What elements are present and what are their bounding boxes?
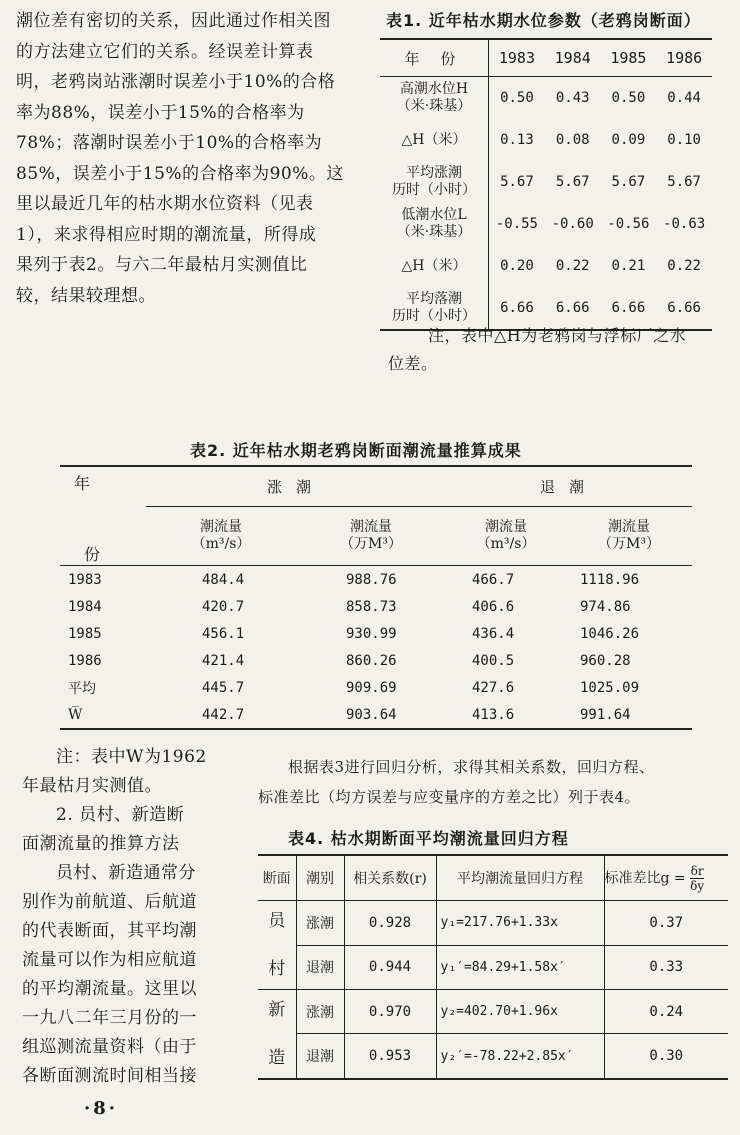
group-flood-tide: 涨潮 — [146, 466, 446, 507]
table-row — [258, 990, 728, 1034]
table-row — [60, 701, 692, 729]
text-line: 面潮流量的推算方法 — [22, 834, 180, 854]
table-row — [60, 566, 692, 594]
cell: 420.7 — [202, 598, 245, 615]
table-row — [380, 77, 712, 120]
section-name: 员 — [268, 911, 286, 931]
page-number: ·8· — [84, 1098, 119, 1119]
header-cell: 相关系数(r) — [344, 855, 436, 901]
row-label: 历时（小时） — [392, 308, 476, 324]
cell: 484.4 — [202, 571, 245, 588]
cell: 988.76 — [346, 571, 397, 588]
cell: 0.33 — [649, 959, 684, 976]
cell: -0.55 — [495, 216, 538, 232]
intro-paragraph — [16, 6, 362, 311]
tide-type: 涨潮 — [296, 990, 344, 1034]
cell: 0.37 — [604, 901, 728, 946]
cell: 0.44 — [667, 90, 701, 106]
cell: -0.63 — [663, 216, 706, 232]
table-row — [258, 1034, 728, 1079]
row-label: 高潮水位H — [399, 81, 469, 97]
text-line: 员村、新造通常分 — [56, 863, 196, 883]
text-line: 较，结果较理想。 — [16, 285, 156, 306]
text-line: 的方法建立它们的关系。经误差计算表 — [16, 41, 314, 62]
cell: 903.64 — [346, 706, 397, 723]
sub-header: 潮流量 — [200, 519, 242, 536]
cell: 466.7 — [472, 571, 515, 588]
cell: 413.6 — [472, 706, 515, 723]
cell: 1046.26 — [580, 625, 640, 642]
sub-header: （万M³） — [598, 536, 660, 553]
cell: 0.30 — [649, 1048, 684, 1065]
cell: 0.20 — [500, 258, 534, 274]
table-row — [380, 203, 712, 245]
table-row — [60, 593, 692, 620]
cell: 427.6 — [472, 679, 515, 696]
row-label: 历时（小时） — [392, 182, 476, 198]
regression-equation: y₂′=-78.22+2.85x′ — [436, 1034, 604, 1079]
cell: 0.10 — [667, 132, 701, 148]
row-label: （米·珠基） — [396, 224, 472, 240]
cell: 0.09 — [611, 132, 646, 148]
cell: 0.43 — [555, 90, 590, 106]
row-label: 平均落潮 — [406, 291, 462, 307]
text-line: 明，老鸦岗站涨潮时误差小于10%的合格 — [16, 72, 336, 92]
cell: 0.953 — [344, 1034, 436, 1079]
std-ratio-fraction — [690, 864, 704, 893]
row-year: 1984 — [68, 598, 102, 615]
cell: 0.50 — [611, 90, 646, 106]
text-line: 组巡测流量资料（由于 — [22, 1037, 197, 1057]
row-label: （米·珠基） — [396, 98, 472, 114]
cell: 436.4 — [472, 625, 515, 642]
table1 — [380, 38, 712, 331]
text-line: 潮位差有密切的关系，因此通过作相关图 — [16, 11, 331, 31]
cell: 0.944 — [344, 945, 436, 990]
table4 — [258, 854, 728, 1080]
table1-header-label: 年 份 — [380, 39, 489, 77]
cell: 991.64 — [580, 706, 631, 723]
table2-title: 表2. 近年枯水期老鸦岗断面潮流量推算成果 — [190, 441, 522, 460]
text-line: 一九八二年三月份的一 — [22, 1008, 197, 1028]
table-row — [380, 119, 712, 161]
cell: 0.928 — [344, 901, 436, 946]
cell: 0.21 — [611, 258, 646, 274]
section-name: 村 — [268, 959, 286, 979]
regression-paragraph — [258, 752, 728, 812]
cell: 442.7 — [202, 706, 245, 723]
text-line: 率为88%，误差小于15%的合格率为 — [16, 102, 305, 123]
table-row — [258, 901, 728, 946]
left-lower-column — [22, 743, 247, 1091]
cell: 0.08 — [555, 132, 590, 148]
cell: 400.5 — [472, 652, 515, 669]
table-row — [60, 674, 692, 701]
cell: 0.22 — [555, 258, 590, 274]
group-ebb-tide: 退潮 — [446, 466, 692, 507]
text-line: 流量可以作为相应航道 — [22, 950, 197, 970]
table-row — [60, 647, 692, 674]
regression-equation: y₁=217.76+1.33x — [436, 901, 604, 946]
text-line: 的代表断面，其平均潮 — [22, 921, 197, 941]
table-row — [258, 945, 728, 990]
row-year: 1986 — [68, 652, 102, 669]
cell: 860.26 — [346, 652, 397, 669]
header-cell: 潮别 — [296, 855, 344, 901]
sub-header: （m³/s） — [191, 536, 251, 553]
row-label: △H（米） — [401, 257, 467, 274]
cell: 5.67 — [555, 174, 590, 190]
cell: 974.86 — [580, 598, 631, 615]
row-year: 1983 — [68, 571, 102, 588]
frac-denominator: δy — [690, 878, 705, 893]
cell: 6.66 — [500, 300, 534, 316]
row-year: 平均 — [68, 680, 96, 697]
cell: 1025.09 — [580, 679, 640, 696]
text-line: 85%，误差小于15%的合格率为90%。这 — [16, 163, 344, 184]
cell: 406.6 — [472, 598, 515, 615]
regression-equation: y₂=402.70+1.96x — [436, 990, 604, 1034]
cell: 0.22 — [667, 258, 701, 274]
cell: -0.60 — [551, 216, 594, 232]
table4-title: 表4. 枯水期断面平均潮流量回归方程 — [288, 829, 569, 848]
cell: 445.7 — [202, 679, 245, 696]
cell: 421.4 — [202, 652, 245, 669]
cell: 5.67 — [500, 174, 534, 190]
section-name: 新 — [268, 1000, 286, 1020]
year-label-bottom: 份 — [84, 545, 101, 564]
sub-header: （m³/s） — [476, 536, 536, 553]
cell: 909.69 — [346, 679, 397, 696]
regression-equation: y₁′=84.29+1.58x′ — [436, 945, 604, 990]
frac-numerator: δr — [690, 863, 704, 878]
cell: 858.73 — [346, 598, 397, 615]
sub-header: 潮流量 — [350, 519, 392, 536]
text-line: 别作为前航道、后航道 — [22, 892, 197, 912]
tide-type: 涨潮 — [296, 901, 344, 946]
cell: 0.50 — [500, 90, 534, 106]
row-label: △H（米） — [401, 131, 467, 148]
cell: 5.67 — [667, 174, 701, 190]
cell: 0.970 — [344, 990, 436, 1034]
row-year: W̅ — [68, 706, 83, 723]
cell: 6.66 — [611, 300, 646, 316]
table1-title: 表1. 近年枯水期水位参数（老鸦岗断面） — [386, 11, 701, 30]
cell: 5.67 — [611, 174, 646, 190]
row-label: 低潮水位L — [401, 207, 467, 223]
cell: 0.24 — [604, 990, 728, 1034]
header-cell: 平均潮流量回归方程 — [436, 855, 604, 901]
header-cell: 标准差比g = — [604, 870, 686, 886]
text-line: 年最枯月实测值。 — [22, 776, 162, 796]
year-label-top: 年 — [74, 474, 91, 493]
tide-type: 退潮 — [296, 1034, 344, 1079]
text-line: 注：表中W为1962 — [56, 747, 207, 767]
table1-year: 1983 — [489, 39, 545, 77]
cell: -0.56 — [607, 216, 650, 232]
row-label: 平均涨潮 — [406, 165, 462, 181]
table-row — [380, 161, 712, 203]
table-row — [60, 620, 692, 647]
cell: 0.13 — [500, 132, 534, 148]
cell: 930.99 — [346, 625, 397, 642]
text-line: 2. 员村、新造断 — [56, 805, 185, 825]
text-line: 的平均潮流量。这里以 — [22, 979, 197, 999]
sub-header: 潮流量 — [485, 519, 527, 536]
text-line: 1），来求得相应时期的潮流量，所得成 — [16, 224, 317, 245]
text-line: 各断面测流时间相当接 — [22, 1066, 197, 1086]
text-line: 果列于表2。与六二年最枯月实测值比 — [16, 255, 308, 275]
table1-year: 1985 — [601, 39, 657, 77]
table2 — [60, 465, 692, 730]
tide-type: 退潮 — [296, 945, 344, 990]
table-row — [380, 245, 712, 287]
section-name: 造 — [268, 1048, 286, 1068]
table1-note — [388, 322, 728, 378]
note-line: 注，表中△H为老鸦岗与浮标厂之水 — [428, 326, 687, 345]
sub-header: 潮流量 — [608, 519, 650, 536]
cell: 456.1 — [202, 625, 245, 642]
note-line: 位差。 — [388, 354, 438, 373]
cell: 960.28 — [580, 652, 631, 669]
text-line: 标准差比（均方误差与应变量序的方差之比）列于表4。 — [258, 788, 641, 806]
text-line: 根据表3进行回归分析，求得其相关系数，回归方程、 — [288, 758, 655, 776]
text-line: 78%；落潮时误差小于10%的合格率为 — [16, 133, 323, 153]
sub-header: （万M³） — [340, 536, 402, 553]
table1-year: 1986 — [656, 39, 712, 77]
row-year: 1985 — [68, 625, 102, 642]
cell: 6.66 — [555, 300, 590, 316]
cell: 1118.96 — [580, 571, 640, 588]
cell: 6.66 — [667, 300, 701, 316]
header-cell: 断面 — [258, 855, 296, 901]
text-line: 里以最近几年的枯水期水位资料（见表 — [16, 194, 314, 214]
table1-year: 1984 — [545, 39, 601, 77]
